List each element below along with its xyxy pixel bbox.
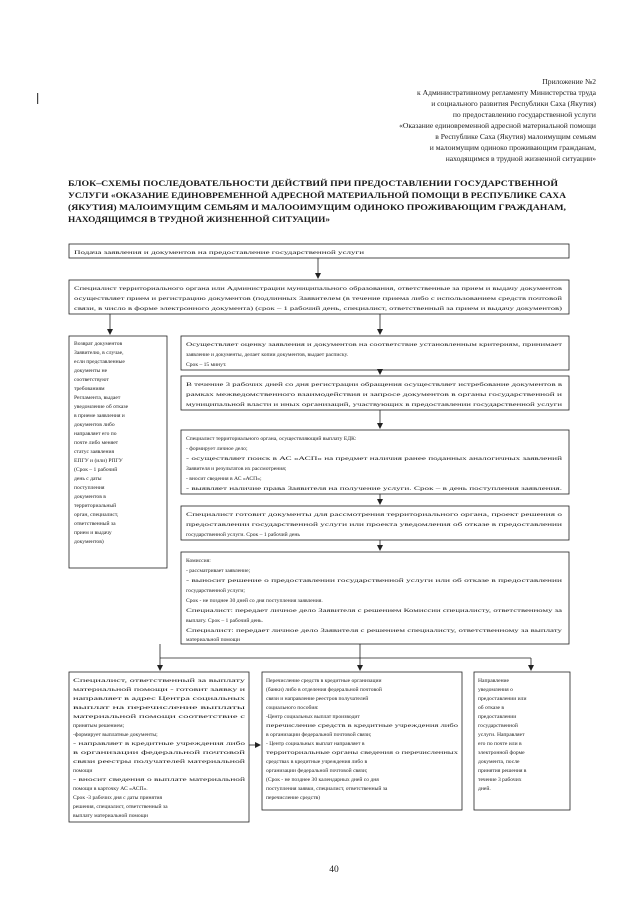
box-text: прием и выдачу [74, 530, 112, 536]
box-text: направляет его по [74, 431, 117, 437]
box-text: день с даты [74, 476, 102, 482]
step-reception-registration [69, 280, 569, 314]
box-text: его по почте или в [478, 741, 522, 747]
box-text: осуществляет прием и регистрацию документов (подлинных Заявителем (в течение приема либо с использованием средств почтовой [74, 296, 392, 302]
box-text: муниципальной власти и иных организаций, участвующих в предоставлении государственной услуги [186, 402, 429, 408]
box-text: принятия решения в [478, 768, 527, 774]
box-text: Специалист территориального органа или Администрации муниципального образования, ответственные за прием и выдачу документов [74, 286, 399, 292]
box-text: почте либо меняет [74, 440, 119, 446]
box-text: Перечисление средств в кредитные организации [266, 678, 382, 684]
box-text: Осуществляет оценку заявления и документов на соответствие установленным критериям, принимает [186, 342, 563, 348]
box-text: в организации федеральной почтовой [73, 750, 163, 756]
header-line: Приложение №2 [542, 77, 596, 86]
box-text: если представленные [74, 359, 125, 365]
box-text: электронной форме [478, 750, 525, 756]
box-text: Специалист готовит документы для рассмотрения территориального органа, проект решения о [186, 512, 563, 518]
box-text: - Центр социальных выплат направляет в [266, 741, 365, 747]
box-text: Возврат документов [74, 341, 123, 347]
box-text: рамках межведомственного взаимодействия и запросе документов в органы государственной и [186, 392, 413, 398]
box-text: помощи [73, 768, 93, 774]
box-text: Подача заявления и документов на предоставление государственной услуги [74, 250, 255, 256]
box-text: материальной помощи соответствие с [73, 714, 164, 720]
header-line: и малоимущим одиноко проживающим гражданам, [429, 143, 596, 152]
header-line: к Административному регламенту Министерства труда [417, 88, 596, 97]
box-text: документов в [74, 494, 106, 500]
box-text: Заявителю, в случае, [74, 350, 124, 356]
box-text: -Центр социальных выплат производит [266, 714, 360, 720]
box-text: Специалист, ответственный за выплату [73, 678, 167, 684]
box-text: территориальный [74, 503, 117, 509]
box-text: выплату. Срок – 1 рабочий день. [186, 618, 264, 624]
header-line: по предоставлению государственной услуги [452, 110, 596, 119]
box-text: течение 3 рабочих [478, 777, 522, 783]
box-text: ЕПГУ и (или) РПГУ [74, 458, 123, 464]
box-text: услуги. Направляет [478, 732, 525, 738]
box-text: государственной [478, 723, 518, 729]
box-text: (банки) либо в отделения федеральной почтовой [266, 687, 382, 693]
box-text: - выносит решение о предоставлении государственной услуги или об отказе в предоставлении [186, 578, 412, 584]
box-text: связи реестры получателей материальной [73, 759, 173, 765]
box-text: перечисление средств) [266, 795, 321, 801]
box-text: направляет в адрес Центра социальных [73, 696, 246, 702]
box-text: предоставлении или [478, 696, 527, 702]
box-text: выплат на перечисление выплаты [73, 705, 246, 711]
box-text: Комиссия: [186, 558, 211, 564]
box-text: Срок -3 рабочих дня с даты принятия [73, 795, 163, 801]
box-text: статус заявления [74, 449, 115, 455]
box-text: (Срок - не позднее 30 календарных дней со дня [266, 777, 379, 783]
box-text: материальной помощи [186, 637, 240, 643]
title-line: НАХОДЯЩИМСЯ В ТРУДНОЙ ЖИЗНЕННОЙ СИТУАЦИИ» [68, 215, 330, 224]
box-text: заявление и документы, делает копии документов, выдает расписку. [186, 352, 349, 358]
box-text: уведомления о [478, 687, 513, 693]
title-line: УСЛУГИ «ОКАЗАНИЕ ЕДИНОВРЕМЕННОЙ АДРЕСНОЙ МАТЕРИАЛЬНОЙ ПОМОЩИ В РЕСПУБЛИКЕ САХА [68, 191, 567, 200]
box-text: - рассматривает заявление; [186, 568, 251, 574]
box-text: Срок – 15 минут. [186, 362, 227, 368]
box-text: перечисление средств в кредитные учреждения либо [266, 723, 392, 729]
step-interagency-request [181, 376, 569, 410]
box-text: документы не [74, 368, 108, 374]
box-text: требованиям [74, 386, 105, 392]
title-line: БЛОК–СХЕМЫ ПОСЛЕДОВАТЕЛЬНОСТИ ДЕЙСТВИЙ ПРИ ПРЕДОСТАВЛЕНИИ ГОСУДАРСТВЕННОЙ [68, 179, 559, 188]
box-text: Заявителя и результатов их рассмотрения; [186, 466, 287, 472]
page-number: 40 [329, 865, 339, 875]
header-line: и социального развития Республики Саха (Якутия) [431, 99, 596, 108]
box-text: об отказе в [478, 705, 505, 711]
box-text: - направляет в кредитные учреждения либо [73, 741, 177, 747]
box-text: (Срок – 1 рабочий [74, 467, 118, 473]
box-text: Специалист: передает личное дело Заявителя с решением специалисту, ответственному за выплату [186, 628, 563, 634]
box-text: Специалист: передает личное дело Заявителя с решением Комиссии специалисту, ответственному за [186, 608, 563, 614]
box-text: средствах в кредитные учреждения либо в [266, 759, 368, 765]
box-text: территориальные органы сведения о перечисленных [266, 750, 459, 756]
box-text: государственной услуги; [186, 588, 245, 594]
box-text: Направление [478, 678, 510, 684]
box-text: в организации федеральной почтовой связи; [266, 732, 372, 738]
header-line: в Республике Саха (Якутия) малоимущим семьям [435, 132, 596, 141]
box-text: материальной помощи - готовит заявку и [73, 687, 171, 693]
box-text: - вносит сведения о выплате материальной [73, 777, 176, 783]
scan-mark [37, 93, 38, 104]
box-text: в приеме заявления и [74, 413, 125, 419]
box-text: документов) [74, 539, 104, 545]
box-text: предоставлении [478, 714, 517, 720]
box-text: помощи в карточку АС «АСП». [73, 786, 148, 792]
box-text: Срок - не позднее 30 дней со дня поступления заявления. [186, 598, 323, 604]
box-text: поступления [74, 485, 105, 491]
box-text: связи, в число в форме электронного документа) (срок – 1 рабочий день, специалист, ответственный за прием и выдачу документов) [74, 306, 390, 312]
header-line: «Оказание единовременной адресной материальной помощи [399, 121, 596, 130]
box-text: документа, после [478, 759, 520, 765]
box-text: Регламента, выдает [74, 395, 121, 401]
header-line: находящимся в трудной жизненной ситуации» [445, 154, 596, 163]
box-text: решения, специалист, ответственный за [73, 804, 168, 810]
box-text: социального пособия: [266, 705, 319, 711]
box-text: связи и направление реестров получателей [266, 696, 369, 702]
box-text: документов либо [74, 422, 115, 428]
box-text: государственной услуги. Срок – 1 рабочий день [186, 532, 300, 538]
box-text: Специалист территориального органа, осуществляющий выплату ЕДК: [186, 436, 357, 442]
box-text: организации федеральной почтовой связи; [266, 768, 368, 774]
box-text: - формирует личное дело; [186, 446, 248, 452]
box-text: дней. [478, 786, 491, 792]
box-text: соответствуют [74, 377, 109, 383]
box-text: принятым решением; [73, 723, 125, 729]
box-text: поступления заявки, специалист, ответственный за [266, 786, 388, 792]
box-text: выплату материальной помощи [73, 813, 149, 819]
box-text: - выявляет наличие права Заявителя на получение услуги. Срок – в день поступления заявления. [186, 486, 563, 492]
box-text: - вносит сведения в АС «АСП»; [186, 476, 262, 482]
box-text: предоставлении государственной услуги или проекта уведомления об отказе в предоставлении [186, 522, 413, 528]
box-text: -формирует выплатные документы; [73, 732, 158, 738]
box-text: - осуществляет поиск в АС «АСП» на предмет наличия ранее поданных аналогичных заявлений [186, 456, 416, 462]
box-text: В течение 3 рабочих дней со дня регистрации обращения осуществляет истребование документов в [186, 382, 425, 388]
box-text: орган, специалист, [74, 512, 119, 518]
title-line: (ЯКУТИЯ) МАЛОИМУЩИМ СЕМЬЯМ И МАЛООИМУЩИМ ОДИНОКО ПРОЖИВАЮЩИМ ГРАЖДАНАМ, [68, 203, 566, 212]
box-text: ответственный за [74, 521, 116, 527]
box-text: уведомление об отказе [74, 404, 129, 410]
